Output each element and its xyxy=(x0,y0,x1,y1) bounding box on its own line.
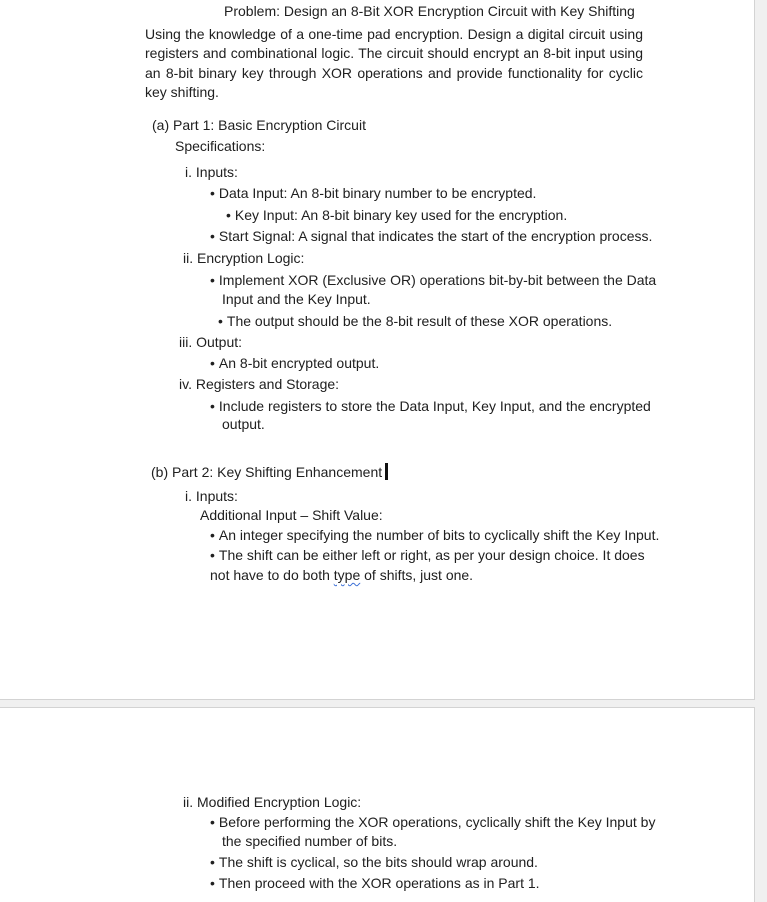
bullet-start-signal: • Start Signal: A signal that indicates the start of the encryption process. xyxy=(210,228,652,245)
bullet-registers-cont: output. xyxy=(222,416,265,432)
registers-label: iv. Registers and Storage: xyxy=(179,376,340,392)
bullet-encrypted-output: • An 8-bit encrypted output. xyxy=(210,355,379,372)
bullet-data-input: • Data Input: An 8-bit binary number to be encrypted. xyxy=(210,185,536,202)
modified-logic-label: ii. Modified Encryption Logic: xyxy=(183,794,362,810)
bullet-registers: • Include registers to store the Data Input, Key Input, and the encrypted xyxy=(210,398,651,415)
problem-title: Problem: Design an 8-Bit XOR Encryption Circuit with Key Shifting xyxy=(224,3,635,19)
bullet-key-input: • Key Input: An 8-bit binary key used for the encryption. xyxy=(226,207,567,224)
bullet-shift-integer: • An integer specifying the number of bits to cyclically shift the Key Input. xyxy=(210,527,659,544)
text-cursor xyxy=(385,463,388,480)
spellcheck-word[interactable]: type xyxy=(333,567,361,583)
bullet-cyclic-shift-cont: the specified number of bits. xyxy=(222,833,398,849)
bullet-proceed-xor: • Then proceed with the XOR operations as in Part 1. xyxy=(210,875,540,892)
shift-value-label: Additional Input – Shift Value: xyxy=(200,507,383,523)
part2-heading[interactable]: (b) Part 2: Key Shifting Enhancement xyxy=(151,463,388,481)
encryption-logic-label: ii. Encryption Logic: xyxy=(183,250,305,266)
part2-inputs-label: i. Inputs: xyxy=(185,488,238,504)
bullet-xor-implement-cont: Input and the Key Input. xyxy=(222,291,371,307)
bullet-wrap-around: • The shift is cyclical, so the bits should wrap around. xyxy=(210,854,538,871)
part1-heading: (a) Part 1: Basic Encryption Circuit xyxy=(152,117,366,133)
output-label: iii. Output: xyxy=(179,334,243,350)
bullet-xor-implement: • Implement XOR (Exclusive OR) operations bit-by-bit between the Data xyxy=(210,272,656,289)
document-page-2[interactable] xyxy=(0,707,755,902)
bullet-shift-direction: • The shift can be either left or right, as per your design choice. It does xyxy=(210,547,645,564)
bullet-shift-direction-cont: not have to do both type of shifts, just one. xyxy=(210,567,474,583)
inputs-label: i. Inputs: xyxy=(185,164,238,180)
bullet-cyclic-shift: • Before performing the XOR operations, cyclically shift the Key Input by xyxy=(210,814,655,831)
bullet-output-result: • The output should be the 8-bit result of these XOR operations. xyxy=(218,313,612,330)
specifications-label: Specifications: xyxy=(175,138,266,154)
intro-paragraph: Using the knowledge of a one-time pad encryption. Design a digital circuit using registers and combinational logic. The circuit should encrypt an 8-bit input using an 8-bit binary key through XOR operations and provide functionality for cyclic key shifting. xyxy=(145,26,643,100)
